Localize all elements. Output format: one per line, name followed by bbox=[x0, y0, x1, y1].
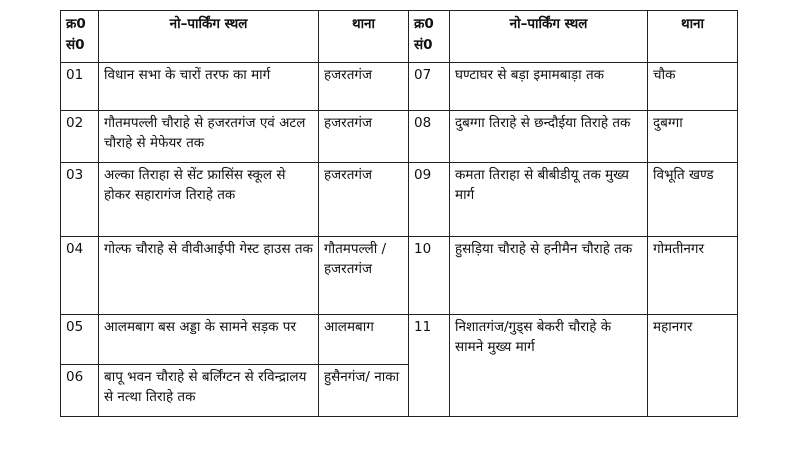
row-serial: 04 bbox=[61, 237, 99, 315]
row-serial: 07 bbox=[409, 63, 450, 111]
row-place: कमता तिराहा से बीबीडीयू तक मुख्य मार्ग bbox=[450, 163, 648, 237]
row-serial: 05 bbox=[61, 315, 99, 365]
header-police-station-right: थाना bbox=[648, 11, 738, 63]
header-no-parking-place-right: नो–पार्किंग स्थल bbox=[450, 11, 648, 63]
row-place: आलमबाग बस अड्डा के सामने सड़क पर bbox=[99, 315, 319, 365]
row-station: आलमबाग bbox=[319, 315, 409, 365]
row-place: विधान सभा के चारों तरफ का मार्ग bbox=[99, 63, 319, 111]
row-serial: 08 bbox=[409, 111, 450, 163]
row-place: दुबग्गा तिराहे से छन्दौईया तिराहे तक bbox=[450, 111, 648, 163]
row-place: अल्का तिराहा से सेंट फ्रासिंस स्कूल से होकर सहारागंज तिराहे तक bbox=[99, 163, 319, 237]
header-serial-line1-right: क्र0 bbox=[414, 16, 434, 32]
header-police-station: थाना bbox=[319, 11, 409, 63]
table-row bbox=[61, 163, 738, 237]
row-place: गोल्फ चौराहे से वीवीआईपी गेस्ट हाउस तक bbox=[99, 237, 319, 315]
row-station: हजरतगंज bbox=[319, 163, 409, 237]
row-serial: 01 bbox=[61, 63, 99, 111]
row-place: हुसड़िया चौराहे से हनीमैन चौराहे तक bbox=[450, 237, 648, 315]
table-row bbox=[61, 315, 738, 365]
row-serial: 10 bbox=[409, 237, 450, 315]
row-place: निशातगंज/गुड्स बेकरी चौराहे के सामने मुख्य मार्ग bbox=[450, 315, 648, 417]
header-no-parking-place: नो–पार्किंग स्थल bbox=[99, 11, 319, 63]
table-row bbox=[61, 237, 738, 315]
no-parking-table bbox=[60, 10, 738, 417]
header-row bbox=[61, 11, 738, 63]
row-serial: 03 bbox=[61, 163, 99, 237]
header-serial-number bbox=[61, 11, 99, 63]
row-station: चौक bbox=[648, 63, 738, 111]
header-serial-line1: क्र0 bbox=[66, 16, 86, 32]
row-station: गोमतीनगर bbox=[648, 237, 738, 315]
row-station: दुबग्गा bbox=[648, 111, 738, 163]
table-row bbox=[61, 63, 738, 111]
header-serial-number-right bbox=[409, 11, 450, 63]
row-station: विभूति खण्ड bbox=[648, 163, 738, 237]
row-station: हजरतगंज bbox=[319, 111, 409, 163]
row-station: महानगर bbox=[648, 315, 738, 417]
table-row bbox=[61, 111, 738, 163]
row-station: हुसैनगंज/ नाका bbox=[319, 365, 409, 417]
row-serial: 11 bbox=[409, 315, 450, 417]
row-place: बापू भवन चौराहे से बर्लिंग्टन से रविन्द्रालय से नत्था तिराहे तक bbox=[99, 365, 319, 417]
row-serial: 02 bbox=[61, 111, 99, 163]
row-place: घण्टाघर से बड़ा इमामबाड़ा तक bbox=[450, 63, 648, 111]
row-place: गौतमपल्ली चौराहे से हजरतगंज एवं अटल चौराहे से मेफेयर तक bbox=[99, 111, 319, 163]
header-serial-line2-right: सं0 bbox=[414, 37, 433, 53]
row-station: गौतमपल्ली / हजरतगंज bbox=[319, 237, 409, 315]
header-serial-line2: सं0 bbox=[66, 37, 85, 53]
row-serial: 09 bbox=[409, 163, 450, 237]
row-serial: 06 bbox=[61, 365, 99, 417]
row-station: हजरतगंज bbox=[319, 63, 409, 111]
